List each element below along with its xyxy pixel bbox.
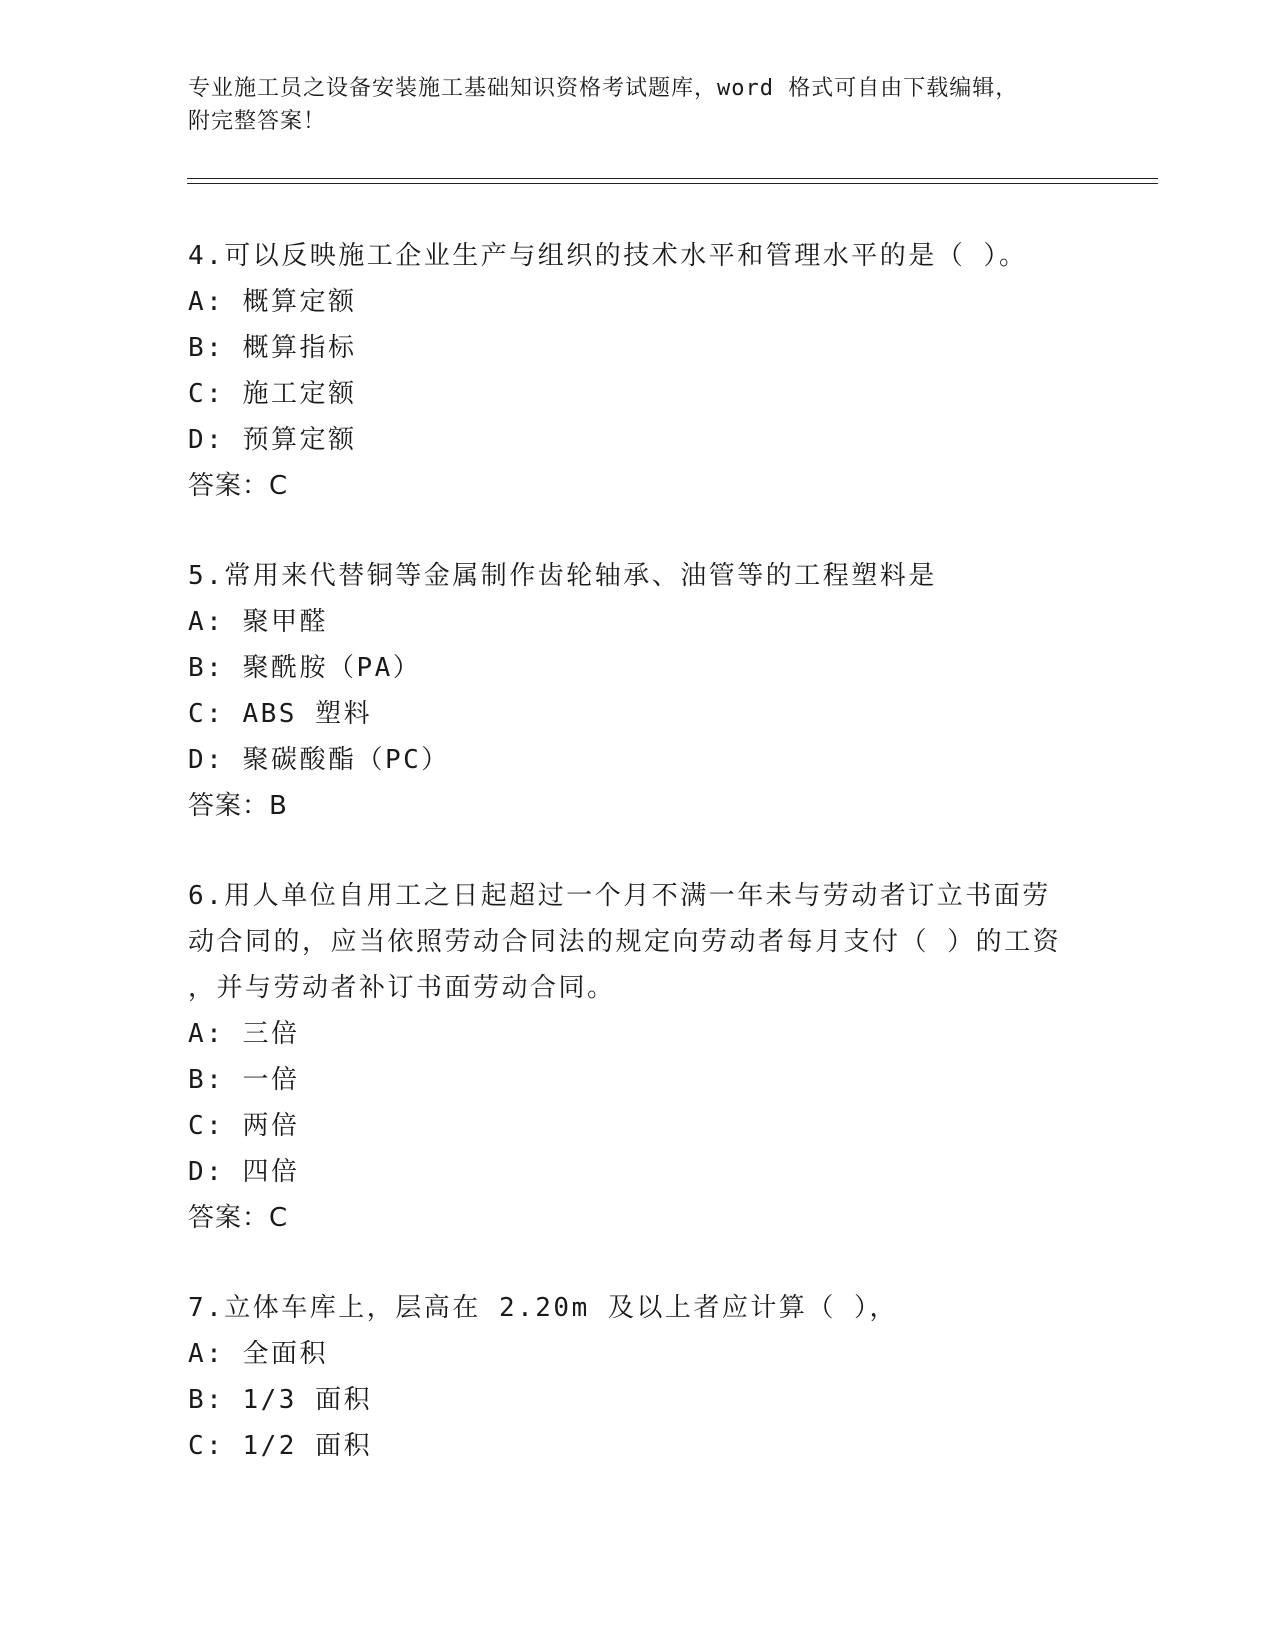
header-divider-top [187,178,1158,179]
option-a: A: 三倍 [188,1019,300,1049]
document-header [188,72,1088,138]
header-line-1: 专业施工员之设备安装施工基础知识资格考试题库，word 格式可自由下载编辑， [188,76,1019,101]
question-4 [188,233,1088,509]
option-c: C: 1/2 面积 [188,1431,373,1461]
spacer [188,829,1088,873]
question-stem: 5.常用来代替铜等金属制作齿轮轴承、油管等的工程塑料是 [188,561,937,591]
spacer [188,1241,1088,1285]
question-list [188,233,1088,1469]
question-stem-line-3: ，并与劳动者补订书面劳动合同。 [188,973,616,1003]
option-b: B: 概算指标 [188,333,357,363]
answer: 答案：C [188,471,289,501]
spacer [188,509,1088,553]
question-stem-line-1: 6.用人单位自用工之日起超过一个月不满一年未与劳动者订立书面劳 [188,881,1051,911]
answer: 答案：C [188,1203,289,1233]
option-d: D: 四倍 [188,1157,300,1187]
option-c: C: ABS 塑料 [188,699,373,729]
header-line-2: 附完整答案！ [188,109,327,134]
option-a: A: 全面积 [188,1339,328,1369]
question-stem: 4.可以反映施工企业生产与组织的技术水平和管理水平的是（ ）。 [188,241,1028,271]
question-stem-line-2: 动合同的，应当依照劳动合同法的规定向劳动者每月支付（ ）的工资 [188,927,1062,957]
question-7 [188,1285,1088,1469]
option-d: D: 预算定额 [188,425,357,455]
option-b: B: 1/3 面积 [188,1385,373,1415]
question-6 [188,873,1088,1241]
header-divider-bottom [187,183,1158,184]
option-c: C: 两倍 [188,1111,300,1141]
question-stem: 7.立体车库上，层高在 2.20m 及以上者应计算（ ）， [188,1293,899,1323]
option-d: D: 聚碳酸酯（PC） [188,745,450,775]
option-b: B: 一倍 [188,1065,300,1095]
answer: 答案：B [188,791,288,821]
option-a: A: 聚甲醛 [188,607,328,637]
option-c: C: 施工定额 [188,379,357,409]
question-5 [188,553,1088,829]
option-a: A: 概算定额 [188,287,357,317]
option-b: B: 聚酰胺（PA） [188,653,422,683]
